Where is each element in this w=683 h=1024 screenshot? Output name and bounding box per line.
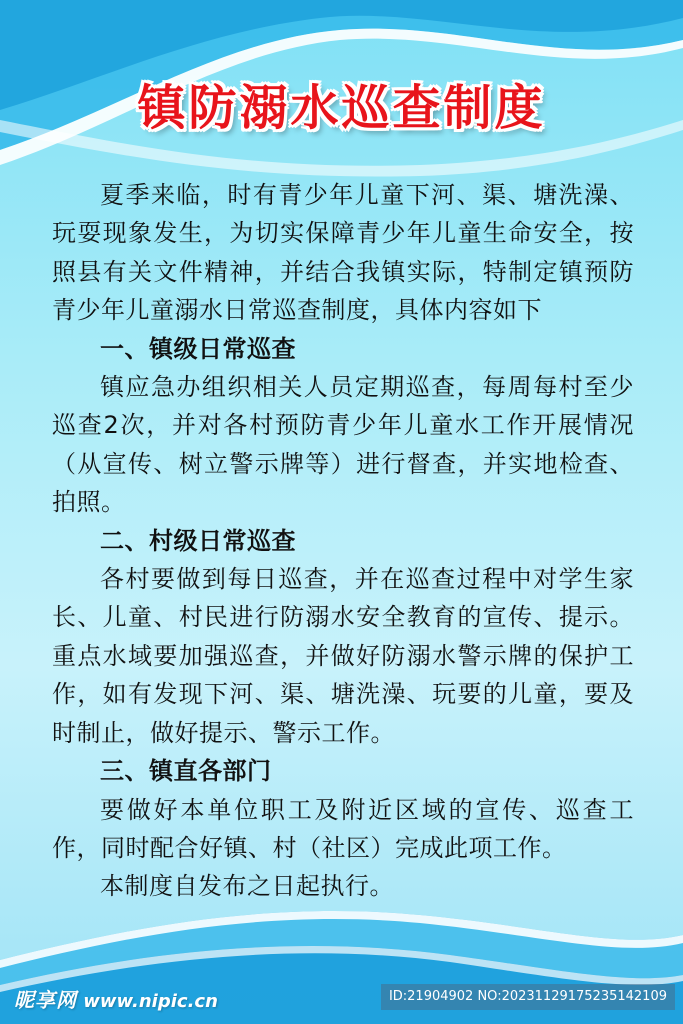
watermark-id: ID:21904902 NO:20231129175235142109 (381, 984, 675, 1010)
document-body (52, 176, 634, 906)
watermark-logo-text: 昵享网 (14, 988, 77, 1012)
watermark-url: www.nipic.cn (83, 991, 218, 1012)
section-body-1: 镇应急办组织相关人员定期巡查，每周每村至少巡查2次，并对各村预防青少年儿童水工作开展情况（从宣传、树立警示牌等）进行督查，并实地检查、拍照。 (52, 373, 634, 517)
section-body-3: 要做好本单位职工及附近区域的宣传、巡查工作，同时配合好镇、村（社区）完成此项工作。 (52, 795, 634, 862)
section-heading-3: 三、镇直各部门 (100, 757, 272, 786)
section-body-2: 各村要做到每日巡查，并在巡查过程中对学生家长、儿童、村民进行防溺水安全教育的宣传、提示。重点水域要加强巡查，并做好防溺水警示牌的保护工作，如有发现下河、渠、塘洗澡、玩要的儿童，要及时制止，做好提示、警示工作。 (52, 565, 634, 747)
closing-paragraph: 本制度自发布之日起执行。 (100, 872, 394, 901)
intro-paragraph: 夏季来临，时有青少年儿童下河、渠、塘洗澡、玩耍现象发生，为切实保障青少年儿童生命安全，按照县有关文件精神，并结合我镇实际，特制定镇预防青少年儿童溺水日常巡查制度，具体内容如下 (52, 181, 634, 325)
page-title: 镇防溺水巡查制度 (137, 80, 546, 136)
section-heading-2: 二、村级日常巡查 (100, 526, 296, 555)
section-heading-1: 一、镇级日常巡查 (100, 334, 296, 363)
watermark-logo (14, 984, 218, 1013)
